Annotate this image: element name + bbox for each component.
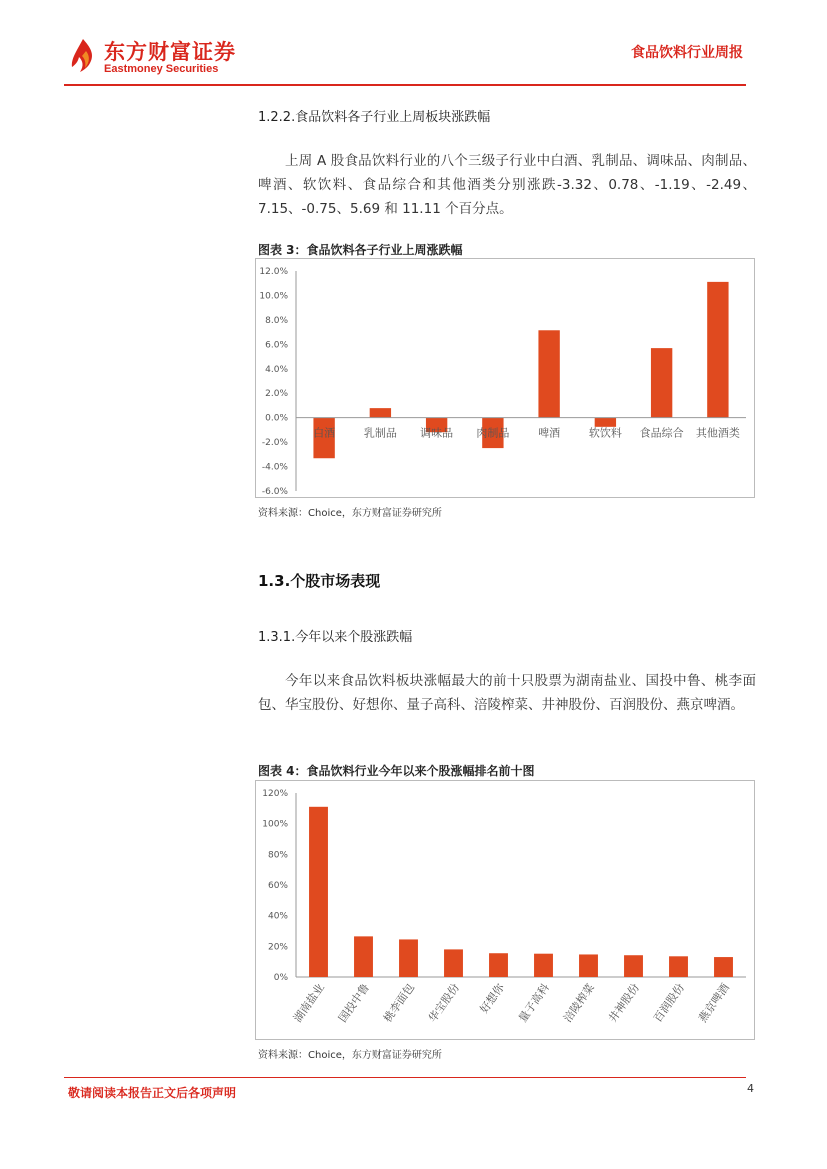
y-tick-label: 0.0%: [265, 413, 288, 424]
report-name: 食品饮料行业周报: [631, 45, 743, 61]
figure3-title: 图表 3：食品饮料各子行业上周涨跌幅: [258, 243, 463, 257]
y-tick-label: 10.0%: [259, 291, 288, 302]
y-tick-label: 20%: [267, 942, 288, 953]
bar: [714, 957, 733, 977]
bar: [651, 348, 672, 418]
figure3-bar-chart: [256, 259, 754, 497]
y-tick-label: 12.0%: [259, 267, 288, 277]
subsection-title-122: 1.2.2.食品饮料各子行业上周板块涨跌幅: [258, 110, 491, 125]
y-tick-label: 4.0%: [265, 364, 288, 375]
figure4-title: 图表 4：食品饮料行业今年以来个股涨幅排名前十图: [258, 764, 535, 778]
y-tick-label: 60%: [267, 881, 288, 891]
figure4-chart-frame: [255, 780, 755, 1040]
bar: [489, 953, 508, 977]
bar: [579, 954, 598, 977]
y-tick-label: -4.0%: [261, 462, 288, 473]
bar: [595, 418, 616, 427]
category-label: 食品综合: [639, 426, 684, 440]
category-label: 量子高科: [516, 981, 552, 1025]
footer-divider: [64, 1077, 746, 1078]
category-label: 其他酒类: [695, 426, 740, 440]
category-label: 调味品: [420, 426, 454, 440]
y-tick-label: 0%: [273, 973, 288, 983]
category-label: 白酒: [313, 426, 336, 440]
bar: [399, 939, 418, 977]
footer-disclaimer: 敬请阅读本报告正文后各项声明: [68, 1086, 237, 1100]
category-label: 肉制品: [476, 426, 510, 440]
category-label: 湖南盐业: [291, 981, 327, 1025]
category-label: 百润股份: [651, 981, 687, 1025]
category-label: 啤酒: [538, 426, 561, 440]
subsection-title-131: 1.3.1.今年以来个股涨跌幅: [258, 630, 413, 645]
y-tick-label: -2.0%: [261, 438, 288, 449]
figure4-bar-chart: [256, 781, 754, 1039]
company-logo: [68, 35, 238, 81]
logo-chinese-name: 东方财富证券: [104, 40, 236, 64]
figure3-chart-frame: [255, 258, 755, 498]
category-label: 软饮料: [588, 426, 622, 440]
paragraph-131: 今年以来食品饮料板块涨幅最大的前十只股票为湖南盐业、国投中鲁、桃李面包、华宝股份、好想你、量子高科、涪陵榨菜、井神股份、百润股份、燕京啤酒。: [258, 673, 756, 713]
category-label: 涪陵榨菜: [561, 981, 597, 1025]
y-tick-label: 100%: [262, 819, 288, 830]
y-tick-label: 120%: [262, 789, 288, 799]
category-label: 华宝股份: [426, 981, 462, 1025]
section-title-13: 1.3.个股市场表现: [258, 572, 381, 590]
y-tick-label: 8.0%: [265, 315, 288, 326]
category-label: 乳制品: [363, 426, 397, 440]
category-label: 井神股份: [606, 981, 642, 1025]
bar: [707, 282, 728, 418]
logo-english-name: Eastmoney Securities: [104, 63, 219, 75]
page-header: [0, 0, 827, 90]
y-tick-label: -6.0%: [261, 487, 288, 497]
bar: [309, 807, 328, 977]
bar: [669, 956, 688, 977]
logo-flame-icon: [68, 37, 98, 75]
bar: [534, 954, 553, 977]
category-label: 桃李面包: [381, 981, 417, 1025]
category-label: 好想你: [477, 981, 507, 1016]
page-number: 4: [747, 1082, 754, 1095]
bar: [538, 330, 559, 417]
paragraph-122: 上周 A 股食品饮料行业的八个三级子行业中白酒、乳制品、调味品、肉制品、啤酒、软饮料、食品综合和其他酒类分别涨跌-3.32、0.78、-1.19、-2.49、7.15、-0.75、5.69 和 11.11 个百分点。: [258, 153, 756, 217]
bar: [354, 936, 373, 977]
y-tick-label: 40%: [267, 911, 288, 922]
bar: [624, 955, 643, 977]
category-label: 国投中鲁: [336, 981, 372, 1025]
figure3-source: 资料来源：Choice，东方财富证券研究所: [258, 508, 442, 519]
y-tick-label: 80%: [267, 850, 288, 861]
bar: [444, 949, 463, 977]
y-tick-label: 2.0%: [265, 389, 288, 400]
category-label: 燕京啤酒: [696, 981, 732, 1025]
figure4-source: 资料来源：Choice，东方财富证券研究所: [258, 1050, 442, 1061]
bar: [370, 408, 391, 418]
header-divider: [64, 84, 746, 86]
y-tick-label: 6.0%: [265, 340, 288, 351]
